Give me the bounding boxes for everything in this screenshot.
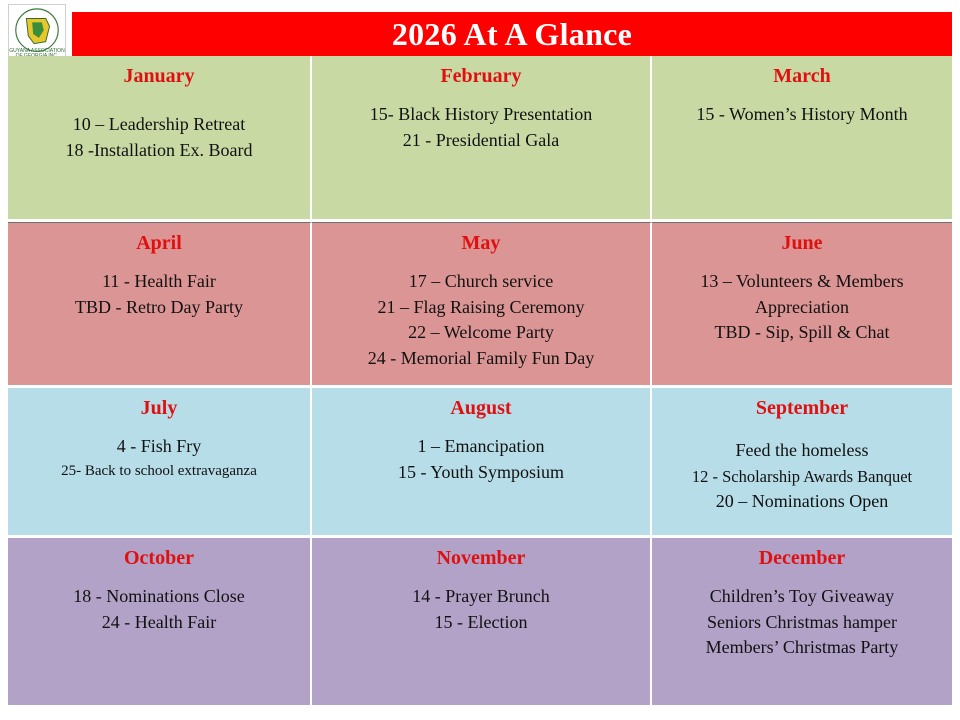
event-item: 18 - Nominations Close: [73, 586, 245, 606]
event-item: 25- Back to school extravaganza: [61, 462, 257, 479]
month-name: March: [773, 65, 831, 87]
month-name: July: [140, 397, 178, 419]
event-list: [8, 434, 310, 482]
month-name: February: [440, 65, 522, 87]
event-item: 21 – Flag Raising Ceremony: [377, 296, 585, 317]
event-list: [312, 434, 650, 485]
month-cell-march: [652, 56, 952, 222]
month-name: November: [436, 547, 526, 569]
event-list: [312, 269, 650, 371]
month-cell-december: [652, 538, 952, 708]
event-item: 1 – Emancipation: [417, 436, 545, 456]
event-item: Children’s Toy Giveaway: [709, 586, 895, 606]
event-item: TBD - Retro Day Party: [75, 296, 243, 317]
month-name: December: [758, 547, 846, 569]
calendar-grid: [8, 56, 952, 708]
event-item: 18 -Installation Ex. Board: [65, 139, 253, 160]
event-item: 4 - Fish Fry: [116, 436, 202, 456]
event-item: Appreciation: [755, 296, 849, 317]
event-list: [8, 584, 310, 635]
month-name: June: [781, 232, 823, 254]
event-item: Feed the homeless: [735, 440, 869, 460]
month-name: October: [124, 547, 194, 569]
event-item: 22 – Welcome Party: [408, 322, 554, 342]
event-item: 15 - Women’s History Month: [696, 104, 908, 124]
event-item: 24 - Memorial Family Fun Day: [367, 347, 595, 368]
month-cell-february: [312, 56, 652, 222]
event-item: 11 - Health Fair: [102, 271, 216, 291]
event-list: [652, 434, 952, 515]
month-cell-october: [8, 538, 312, 708]
event-item: 15 - Youth Symposium: [397, 461, 565, 482]
event-list: [312, 584, 650, 635]
event-item: 15- Black History Presentation: [369, 104, 593, 124]
event-item: 12 - Scholarship Awards Banquet: [691, 466, 913, 486]
event-item: 21 - Presidential Gala: [402, 129, 560, 150]
event-item: 17 – Church service: [408, 271, 554, 291]
month-cell-june: [652, 222, 952, 388]
event-list: [652, 269, 952, 346]
event-item: 10 – Leadership Retreat: [72, 114, 246, 134]
event-item: Seniors Christmas hamper: [707, 611, 897, 632]
month-cell-september: [652, 388, 952, 538]
month-cell-november: [312, 538, 652, 708]
month-cell-july: [8, 388, 312, 538]
month-cell-may: [312, 222, 652, 388]
event-item: 15 - Election: [434, 611, 528, 632]
event-list: [8, 269, 310, 320]
page-title: 2026 At A Glance: [72, 12, 952, 56]
event-item: 14 - Prayer Brunch: [412, 586, 550, 606]
month-cell-august: [312, 388, 652, 538]
event-item: 20 – Nominations Open: [715, 491, 889, 511]
association-logo: [8, 4, 66, 62]
month-cell-april: [8, 222, 312, 388]
month-name: January: [123, 65, 195, 87]
month-cell-january: [8, 56, 312, 222]
month-name: April: [136, 232, 182, 254]
event-list: [8, 102, 310, 163]
event-item: TBD - Sip, Spill & Chat: [714, 322, 890, 342]
month-name: September: [755, 397, 849, 419]
event-list: [652, 584, 952, 661]
logo-text: GUYANA ASSOCIATION: [9, 48, 65, 54]
event-item: 13 – Volunteers & Members: [700, 271, 904, 291]
event-list: [312, 102, 650, 153]
month-name: August: [450, 397, 512, 419]
event-item: 24 - Health Fair: [101, 611, 217, 632]
event-item: Members’ Christmas Party: [705, 637, 899, 657]
month-name: May: [461, 232, 501, 254]
event-list: [652, 102, 952, 128]
